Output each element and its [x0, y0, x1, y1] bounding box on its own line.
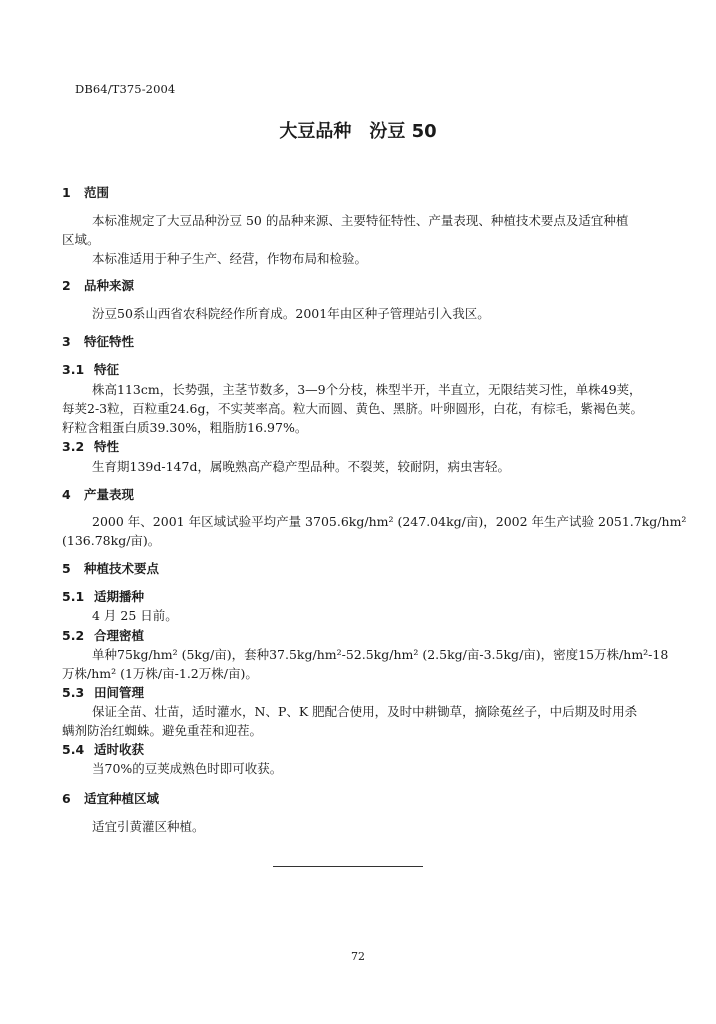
subsection-number: 3.2	[62, 439, 85, 454]
subsection-number: 5.3	[62, 685, 85, 700]
page-number: 72	[351, 950, 365, 963]
paragraph-line: (136.78kg/亩)。	[62, 533, 161, 548]
section-number: 4	[62, 487, 71, 502]
subsection-title: 适期播种	[94, 589, 145, 604]
subsection-title: 特性	[94, 439, 120, 454]
paragraph: 本标准适用于种子生产、经营，作物布局和检验。	[92, 251, 368, 266]
subsection-3-1-heading	[62, 360, 119, 378]
paragraph-line: 螨剂防治红蜘蛛。避免重茬和迎茬。	[62, 723, 263, 738]
subsection-number: 5.2	[62, 628, 85, 643]
paragraph-line: 4 月 25 日前。	[92, 608, 178, 623]
section-6-heading	[62, 789, 159, 807]
end-rule	[273, 866, 423, 867]
subsection-number: 5.1	[62, 589, 85, 604]
paragraph: 汾豆50系山西省农科院经作所育成。2001年由区种子管理站引入我区。	[92, 306, 490, 321]
section-number: 6	[62, 791, 71, 806]
subsection-title: 适时收获	[94, 742, 145, 757]
paragraph-line: 保证全苗、壮苗，适时灌水，N、P、K 肥配合使用，及时中耕锄草，摘除菟丝子，中后期及时用杀	[92, 704, 638, 719]
page-title: 大豆品种 汾豆 50	[279, 121, 437, 142]
subsection-number: 3.1	[62, 362, 85, 377]
section-title: 范围	[84, 185, 110, 200]
section-4-heading	[62, 485, 134, 503]
section-number: 3	[62, 334, 71, 349]
standard-code: DB64/T375-2004	[75, 82, 176, 96]
subsection-3-2-heading	[62, 437, 119, 455]
section-2-heading	[62, 276, 134, 294]
paragraph-line: 万株/hm² (1万株/亩-1.2万株/亩)。	[62, 666, 258, 681]
paragraph: 区域。	[62, 232, 100, 247]
section-title: 适宜种植区域	[84, 791, 160, 806]
section-title: 种植技术要点	[84, 561, 160, 576]
section-title: 特征特性	[84, 334, 135, 349]
subsection-number: 5.4	[62, 742, 85, 757]
section-1-heading	[62, 183, 109, 201]
section-number: 2	[62, 278, 71, 293]
paragraph-line: 当70%的豆荚成熟色时即可收获。	[92, 761, 283, 776]
paragraph-line: 籽粒含粗蛋白质39.30%，粗脂肪16.97%。	[62, 420, 308, 435]
section-3-heading	[62, 332, 134, 350]
paragraph-line: 单种75kg/hm² (5kg/亩)，套种37.5kg/hm²-52.5kg/hm² (2.5kg/亩-3.5kg/亩)，密度15万株/hm²-18	[92, 647, 669, 662]
paragraph-line: 株高113cm，长势强，主茎节数多，3—9个分枝，株型半开，半直立，无限结荚习性，单株49荚，	[92, 382, 642, 397]
section-5-heading	[62, 559, 159, 577]
section-number: 1	[62, 185, 71, 200]
paragraph-line: 2000 年、2001 年区域试验平均产量 3705.6kg/hm² (247.04kg/亩)，2002 年生产试验 2051.7kg/hm²	[92, 514, 687, 529]
section-title: 品种来源	[84, 278, 135, 293]
section-title: 产量表现	[84, 487, 135, 502]
paragraph-line: 每荚2-3粒，百粒重24.6g，不实荚率高。粒大而圆、黄色、黑脐。叶卵圆形，白花，有棕毛，紫褐色荚。	[62, 401, 643, 416]
subsection-5-4-heading	[62, 740, 144, 758]
subsection-title: 合理密植	[94, 628, 145, 643]
paragraph-line: 生育期139d-147d，属晚熟高产稳产型品种。不裂荚，较耐阴，病虫害轻。	[92, 459, 510, 474]
paragraph: 本标准规定了大豆品种汾豆 50 的品种来源、主要特征特性、产量表现、种植技术要点及适宜种植	[92, 213, 629, 228]
subsection-title: 特征	[94, 362, 120, 377]
subsection-5-1-heading	[62, 587, 144, 605]
subsection-5-2-heading	[62, 626, 144, 644]
section-number: 5	[62, 561, 71, 576]
subsection-title: 田间管理	[94, 685, 145, 700]
subsection-5-3-heading	[62, 683, 144, 701]
paragraph-line: 适宜引黄灌区种植。	[92, 819, 205, 834]
